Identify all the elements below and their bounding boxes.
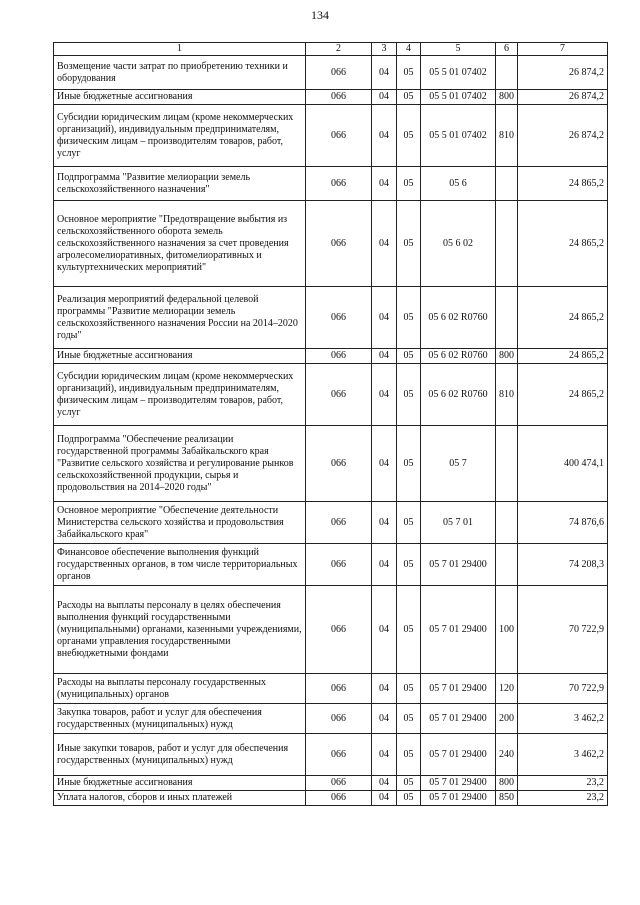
subsection-code-cell: 05 <box>397 776 421 791</box>
row-name-cell: Закупка товаров, работ и услуг для обеспечения государственных (муниципальных) нужд <box>54 704 306 734</box>
subsection-code-cell: 05 <box>397 426 421 502</box>
target-article-cell: 05 5 01 07402 <box>421 56 496 90</box>
table-row <box>54 287 608 349</box>
ministry-code-cell: 066 <box>306 776 372 791</box>
row-name-cell: Иные бюджетные ассигнования <box>54 776 306 791</box>
ministry-code-cell: 066 <box>306 167 372 201</box>
amount-cell: 26 874,2 <box>518 90 608 105</box>
section-code-cell: 04 <box>372 105 397 167</box>
section-code-cell: 04 <box>372 776 397 791</box>
section-code-cell: 04 <box>372 544 397 586</box>
subsection-code-cell: 05 <box>397 674 421 704</box>
subsection-code-cell: 05 <box>397 201 421 287</box>
expense-type-cell <box>496 544 518 586</box>
expense-type-cell <box>496 56 518 90</box>
expense-type-cell: 810 <box>496 364 518 426</box>
target-article-cell: 05 5 01 07402 <box>421 90 496 105</box>
table-row <box>54 674 608 704</box>
expense-type-cell <box>496 201 518 287</box>
column-header: 1 <box>54 43 306 56</box>
subsection-code-cell: 05 <box>397 105 421 167</box>
page-number: 134 <box>311 8 329 22</box>
expense-type-cell: 850 <box>496 791 518 806</box>
amount-cell: 24 865,2 <box>518 201 608 287</box>
column-header: 4 <box>397 43 421 56</box>
column-header: 3 <box>372 43 397 56</box>
table-row <box>54 349 608 364</box>
amount-cell: 400 474,1 <box>518 426 608 502</box>
column-header: 6 <box>496 43 518 56</box>
expense-type-cell: 200 <box>496 704 518 734</box>
subsection-code-cell: 05 <box>397 704 421 734</box>
target-article-cell: 05 7 01 29400 <box>421 776 496 791</box>
section-code-cell: 04 <box>372 791 397 806</box>
row-name-cell: Возмещение части затрат по приобретению техники и оборудования <box>54 56 306 90</box>
section-code-cell: 04 <box>372 90 397 105</box>
subsection-code-cell: 05 <box>397 287 421 349</box>
table-row <box>54 105 608 167</box>
target-article-cell: 05 7 01 29400 <box>421 704 496 734</box>
row-name-cell: Реализация мероприятий федеральной целевой программы "Развитие мелиорации земель сельскохозяйственного назначения России на 2014–2020 годы" <box>54 287 306 349</box>
row-name-cell: Основное мероприятие "Обеспечение деятельности Министерства сельского хозяйства и продовольствия Забайкальского края" <box>54 502 306 544</box>
ministry-code-cell: 066 <box>306 56 372 90</box>
amount-cell: 3 462,2 <box>518 734 608 776</box>
section-code-cell: 04 <box>372 674 397 704</box>
expense-type-cell: 800 <box>496 776 518 791</box>
amount-cell: 70 722,9 <box>518 674 608 704</box>
table-row <box>54 502 608 544</box>
subsection-code-cell: 05 <box>397 544 421 586</box>
amount-cell: 74 208,3 <box>518 544 608 586</box>
column-header: 7 <box>518 43 608 56</box>
row-name-cell: Субсидии юридическим лицам (кроме некоммерческих организаций), индивидуальным предпринимателям, физическим лицам – производителям товаров, работ, услуг <box>54 105 306 167</box>
table-row <box>54 776 608 791</box>
subsection-code-cell: 05 <box>397 734 421 776</box>
ministry-code-cell: 066 <box>306 586 372 674</box>
row-name-cell: Иные бюджетные ассигнования <box>54 90 306 105</box>
section-code-cell: 04 <box>372 502 397 544</box>
amount-cell: 24 865,2 <box>518 349 608 364</box>
ministry-code-cell: 066 <box>306 287 372 349</box>
target-article-cell: 05 7 01 29400 <box>421 544 496 586</box>
subsection-code-cell: 05 <box>397 56 421 90</box>
row-name-cell: Расходы на выплаты персоналу государственных (муниципальных) органов <box>54 674 306 704</box>
expense-type-cell <box>496 502 518 544</box>
target-article-cell: 05 6 02 R0760 <box>421 364 496 426</box>
amount-cell: 23,2 <box>518 791 608 806</box>
table-row <box>54 544 608 586</box>
section-code-cell: 04 <box>372 167 397 201</box>
section-code-cell: 04 <box>372 364 397 426</box>
expense-type-cell: 810 <box>496 105 518 167</box>
section-code-cell: 04 <box>372 349 397 364</box>
amount-cell: 24 865,2 <box>518 167 608 201</box>
amount-cell: 24 865,2 <box>518 287 608 349</box>
subsection-code-cell: 05 <box>397 90 421 105</box>
section-code-cell: 04 <box>372 426 397 502</box>
row-name-cell: Субсидии юридическим лицам (кроме некоммерческих организаций), индивидуальным предпринимателям, физическим лицам – производителям товаров, работ, услуг <box>54 364 306 426</box>
amount-cell: 26 874,2 <box>518 56 608 90</box>
ministry-code-cell: 066 <box>306 90 372 105</box>
amount-cell: 24 865,2 <box>518 364 608 426</box>
amount-cell: 23,2 <box>518 776 608 791</box>
expense-type-cell <box>496 287 518 349</box>
target-article-cell: 05 6 02 R0760 <box>421 349 496 364</box>
row-name-cell: Уплата налогов, сборов и иных платежей <box>54 791 306 806</box>
expense-type-cell: 800 <box>496 349 518 364</box>
section-code-cell: 04 <box>372 586 397 674</box>
ministry-code-cell: 066 <box>306 349 372 364</box>
section-code-cell: 04 <box>372 734 397 776</box>
table-row <box>54 734 608 776</box>
expense-type-cell <box>496 426 518 502</box>
table-row <box>54 586 608 674</box>
ministry-code-cell: 066 <box>306 426 372 502</box>
target-article-cell: 05 7 01 29400 <box>421 586 496 674</box>
amount-cell: 70 722,9 <box>518 586 608 674</box>
target-article-cell: 05 6 02 <box>421 201 496 287</box>
ministry-code-cell: 066 <box>306 734 372 776</box>
table-row <box>54 364 608 426</box>
subsection-code-cell: 05 <box>397 349 421 364</box>
ministry-code-cell: 066 <box>306 544 372 586</box>
amount-cell: 26 874,2 <box>518 105 608 167</box>
header-row <box>54 43 608 56</box>
expense-type-cell: 800 <box>496 90 518 105</box>
column-header: 5 <box>421 43 496 56</box>
ministry-code-cell: 066 <box>306 791 372 806</box>
expense-type-cell: 100 <box>496 586 518 674</box>
table-row <box>54 90 608 105</box>
expense-type-cell <box>496 167 518 201</box>
subsection-code-cell: 05 <box>397 791 421 806</box>
ministry-code-cell: 066 <box>306 364 372 426</box>
row-name-cell: Подпрограмма "Обеспечение реализации государственной программы Забайкальского края "Развитие сельского хозяйства и регулирование рынков сельскохозяйственной продукции, сырья и продовольствия на 2014–2020 годы" <box>54 426 306 502</box>
expense-type-cell: 120 <box>496 674 518 704</box>
expense-type-cell: 240 <box>496 734 518 776</box>
row-name-cell: Иные бюджетные ассигнования <box>54 349 306 364</box>
table-row <box>54 426 608 502</box>
subsection-code-cell: 05 <box>397 167 421 201</box>
ministry-code-cell: 066 <box>306 502 372 544</box>
row-name-cell: Расходы на выплаты персоналу в целях обеспечения выполнения функций государственными (муниципальными) органами, казенными учреждениями, органами управления государственными внебюджетными фондами <box>54 586 306 674</box>
target-article-cell: 05 7 <box>421 426 496 502</box>
target-article-cell: 05 7 01 29400 <box>421 791 496 806</box>
section-code-cell: 04 <box>372 56 397 90</box>
row-name-cell: Финансовое обеспечение выполнения функций государственных органов, в том числе территориальных органов <box>54 544 306 586</box>
ministry-code-cell: 066 <box>306 704 372 734</box>
target-article-cell: 05 5 01 07402 <box>421 105 496 167</box>
subsection-code-cell: 05 <box>397 586 421 674</box>
row-name-cell: Основное мероприятие "Предотвращение выбытия из сельскохозяйственного оборота земель сельскохозяйственного назначения за счет проведения агролесомелиоративных, фитомелиоративных и культуртехнических мероприятий" <box>54 201 306 287</box>
target-article-cell: 05 6 02 R0760 <box>421 287 496 349</box>
table-row <box>54 201 608 287</box>
target-article-cell: 05 7 01 <box>421 502 496 544</box>
row-name-cell: Иные закупки товаров, работ и услуг для обеспечения государственных (муниципальных) нужд <box>54 734 306 776</box>
target-article-cell: 05 6 <box>421 167 496 201</box>
subsection-code-cell: 05 <box>397 502 421 544</box>
target-article-cell: 05 7 01 29400 <box>421 674 496 704</box>
row-name-cell: Подпрограмма "Развитие мелиорации земель сельскохозяйственного назначения" <box>54 167 306 201</box>
column-header: 2 <box>306 43 372 56</box>
subsection-code-cell: 05 <box>397 364 421 426</box>
section-code-cell: 04 <box>372 704 397 734</box>
table-row <box>54 704 608 734</box>
target-article-cell: 05 7 01 29400 <box>421 734 496 776</box>
table-row <box>54 56 608 90</box>
ministry-code-cell: 066 <box>306 105 372 167</box>
table-row <box>54 791 608 806</box>
amount-cell: 3 462,2 <box>518 704 608 734</box>
budget-table <box>53 42 608 806</box>
amount-cell: 74 876,6 <box>518 502 608 544</box>
section-code-cell: 04 <box>372 287 397 349</box>
ministry-code-cell: 066 <box>306 201 372 287</box>
section-code-cell: 04 <box>372 201 397 287</box>
table-row <box>54 167 608 201</box>
ministry-code-cell: 066 <box>306 674 372 704</box>
